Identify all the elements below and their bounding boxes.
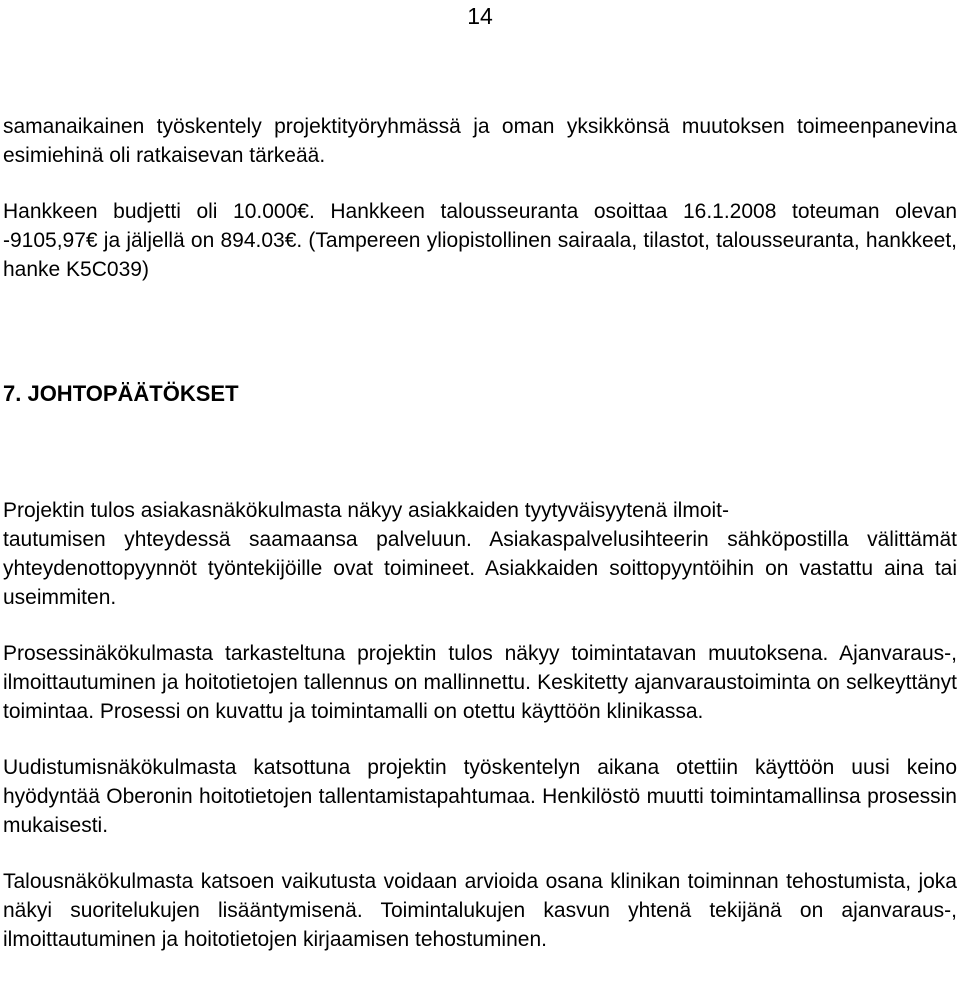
page-number: 14 <box>467 3 493 29</box>
paragraph-renewal-perspective: Uudistumisnäkökulmasta katsottuna projektin työskentelyn aikana otettiin käyttöön uusi keino hyödyntää Oberonin hoitotietojen tallentamistapahtumaa. Henkilöstö muutti toimintamallinsa prosessin mukaisesti. <box>3 756 957 837</box>
paragraph-budget: Hankkeen budjetti oli 10.000€. Hankkeen talousseuranta osoittaa 16.1.2008 toteuman olevan -9105,97€ ja jäljellä on 894.03€. (Tampereen yliopistollinen sairaala, tilastot, talousseuranta, hankkeet, hanke K5C039) <box>3 200 957 281</box>
paragraph-financial-perspective: Talousnäkökulmasta katsoen vaikutusta voidaan arvioida osana klinikan toiminnan tehostumista, joka näkyi suoritelukujen lisääntymisenä. Toimintalukujen kasvun yhtenä tekijänä on ajanvaraus-, ilmoittautuminen ja hoitotietojen kirjaamisen tehostuminen. <box>3 870 957 951</box>
document-body <box>3 112 957 954</box>
section-heading: 7. JOHTOPÄÄTÖKSET <box>3 381 239 406</box>
paragraph-intro: samanaikainen työskentely projektityöryhmässä ja oman yksikkönsä muutoksen toimeenpanevina esimiehinä oli ratkaisevan tärkeää. <box>3 115 957 167</box>
paragraph-customer-perspective: Projektin tulos asiakasnäkökulmasta näkyy asiakkaiden tyytyväisyytenä ilmoit- tautumisen yhteydessä saamaansa palveluun. Asiakaspalvelusihteerin sähköpostilla välittämät yhteydenottopyynnöt työntekijöille ovat toimineet. Asiakkaiden soittopyyntöihin on vastattu aina tai useimmiten. <box>3 499 957 609</box>
paragraph-process-perspective: Prosessinäkökulmasta tarkasteltuna projektin tulos näkyy toimintatavan muutoksena. Ajanvaraus-, ilmoittautuminen ja hoitotietojen tallennus on mallinnettu. Keskitetty ajanvaraustoiminta on selkeyttänyt toimintaa. Prosessi on kuvattu ja toimintamalli on otettu käyttöön klinikassa. <box>3 642 957 723</box>
